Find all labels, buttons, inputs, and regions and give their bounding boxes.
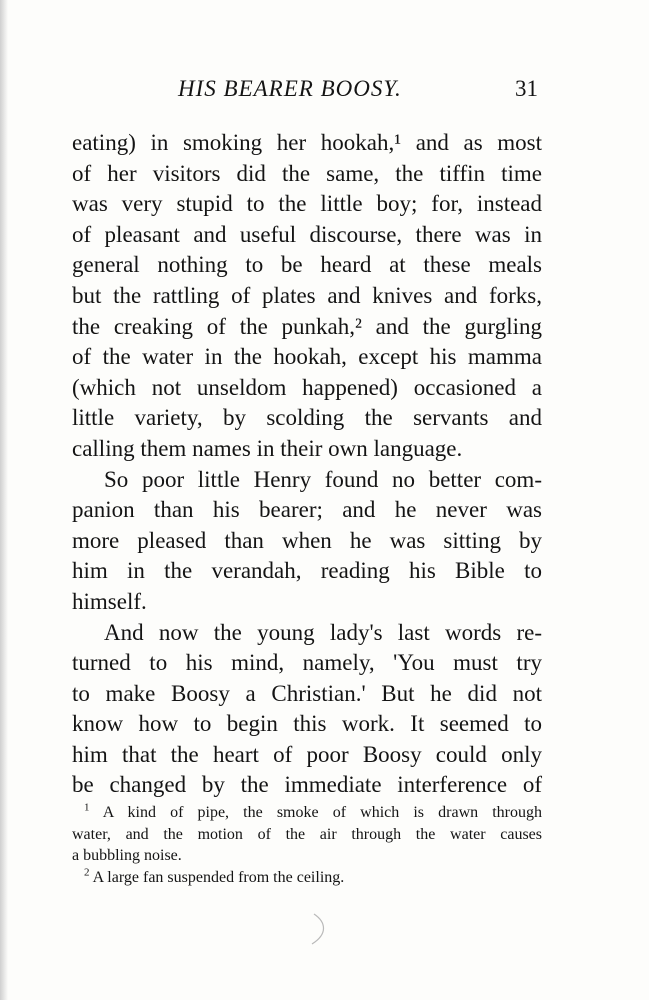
stray-pencil-mark — [308, 912, 332, 946]
text-line: more pleased than when he was sitting by — [72, 527, 542, 553]
text-line: to make Boosy a Christian.' But he did not — [72, 680, 542, 706]
text-line: So poor little Henry found no better com- — [104, 466, 542, 492]
footnote-2 — [72, 867, 542, 889]
text-line: him that the heart of poor Boosy could only — [72, 741, 542, 767]
footnote-line: a bubbling noise. — [72, 847, 182, 864]
text-line: was very stupid to the little boy; for, instead — [72, 191, 542, 217]
footnote-marker: 1 — [84, 801, 90, 814]
footnote-line: water, and the motion of the air through the water causes — [72, 825, 542, 843]
text-line: be changed by the immediate interference of — [72, 772, 542, 798]
footnote-line — [72, 802, 542, 824]
text-line: turned to his mind, namely, 'You must try — [72, 650, 542, 676]
text-line: of her visitors did the same, the tiffin time — [72, 160, 542, 186]
text-line: And now the young lady's last words re- — [104, 619, 542, 645]
text-line: the creaking of the punkah,² and the gurgling — [72, 313, 542, 339]
page-header — [72, 76, 542, 106]
paragraph-2 — [72, 465, 542, 618]
text-line: (which not unseldom happened) occasioned a — [72, 374, 542, 400]
body-text — [72, 128, 542, 801]
text-line: of the water in the hookah, except his mamma — [72, 344, 542, 370]
footnote-1 — [72, 802, 542, 867]
text-line: panion than his bearer; and he never was — [72, 497, 542, 523]
text-line: him in the verandah, reading his Bible to — [72, 558, 542, 584]
page-number: 31 — [515, 76, 538, 101]
text-line: of pleasant and useful discourse, there was in — [72, 221, 542, 247]
paragraph-3 — [72, 618, 542, 802]
text-line: eating) in smoking her hookah,¹ and as most — [72, 130, 542, 155]
text-line: himself. — [72, 588, 147, 614]
text-line: know how to begin this work. It seemed to — [72, 711, 542, 737]
footnote-marker: 2 — [84, 866, 90, 879]
footnote-text: A large fan suspended from the ceiling. — [92, 868, 345, 886]
running-title: HIS BEARER BOOSY. — [178, 76, 402, 101]
page-gutter-shadow — [0, 0, 8, 1000]
footnote-text: A kind of pipe, the smoke of which is drawn through — [102, 804, 542, 821]
paragraph-1 — [72, 128, 542, 465]
text-line: but the rattling of plates and knives and forks, — [72, 282, 542, 308]
footnote-line — [72, 867, 542, 889]
text-line: calling them names in their own language. — [72, 435, 463, 461]
footnotes — [72, 802, 542, 888]
text-line: general nothing to be heard at these meals — [72, 252, 542, 278]
text-line: little variety, by scolding the servants and — [72, 405, 542, 431]
